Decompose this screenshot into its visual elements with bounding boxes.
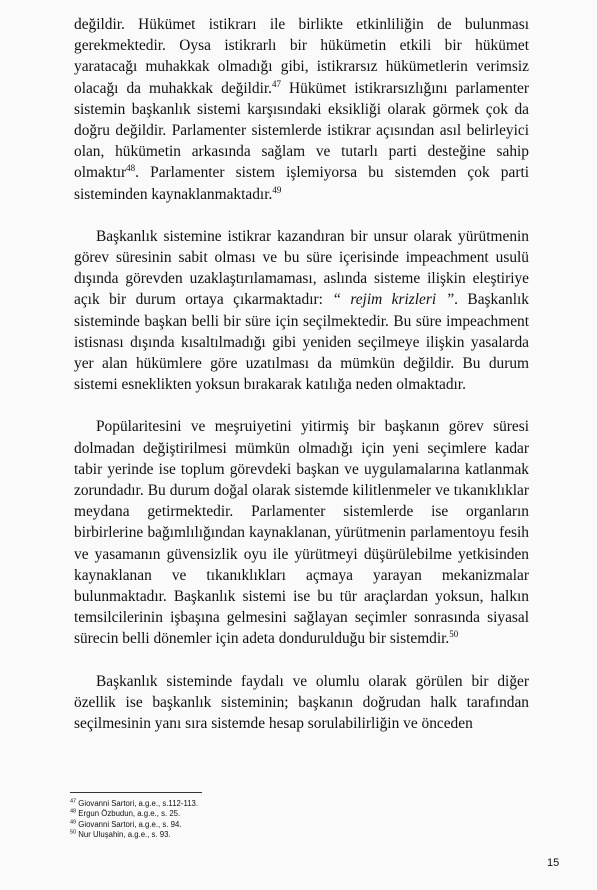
text-run: değildir. Hükümet istikrarı ile birlikte etkinliliğin de bulunması gerekmektedir. Oysa istikrarlı bir hükümetin etkili bir hükümet yaratacağı muhakkak olmadığı gibi, istikrarsız hükümetlerin verimsiz olacağı da muhakkak değildir.	[74, 16, 529, 97]
paragraph	[74, 416, 529, 649]
paragraph	[74, 14, 529, 205]
footnote-text: Nur Uluşahin, a.g.e., s. 93.	[78, 830, 171, 840]
footnote	[70, 799, 530, 809]
paragraph-text	[74, 226, 529, 396]
footnote-number: 49	[70, 819, 77, 826]
footnote-number: 48	[70, 808, 77, 815]
body-text	[74, 14, 529, 755]
paragraph-text	[74, 416, 529, 649]
footnote	[70, 830, 530, 840]
text-run: Popülaritesini ve meşruiyetini yitirmiş bir başkanın görev süresi dolmadan değiştirilmesi mümkün olmadığı için yeni seçimlere kadar tabir yerinde ise toplum görevdeki başkan ve uygulamalarına katlanmak zorundadır. Bu durum doğal olarak sistemde kilitlenmeler ve tıkanıklıklar meydana getirmektedir. Parlamenter sistemlerde ise organların birbirlerine bağımlılığından kaynaklanan, yürütmenin parlamentoyu fesih ve yasamanın güvensizlik oyu ile yürütmeyi düşürülebilme yetkisinden kaynaklanan ve tıkanıklıkları açmaya yarayan mekanizmalar bulunmaktadır. Başkanlık sistemi ise bu tür araçlardan yoksun, halkın temsilcilerinin işbaşına gelmesini sağlayan seçimler sonrasında siyasal sürecin belli dönemler için adeta dondurulduğu bir sistemdir.	[74, 418, 529, 648]
text-run: Başkanlık sistemine istikrar kazandıran bir unsur olarak yürütmenin görev süresinin sabit olması ve bu süre içerisinde impeachment usulü dışında görevden uzaklaştırılamaması, aslında sisteme ilişkin eleştiriye açık bir durum ortaya çıkarmaktadır:	[74, 227, 529, 309]
footnote-reference: 49	[272, 184, 282, 195]
footnote	[70, 820, 530, 830]
footnote-text: Giovanni Sartori, a.g.e., s.112-113.	[78, 799, 199, 808]
footnote-number: 50	[70, 829, 77, 836]
text-run: Hükümet istikrarsızlığını parlamenter sistemin başkanlık sistemi karşısındaki eksikliği olarak görmek çok da doğru değildir. Parlamenter sistemlerde istikrar açısından asıl belirleyici olan, hükümetin arkasında sağlam ve tutarlı parti desteğine sahip olmaktır	[74, 79, 530, 182]
footnote-text: Ergun Özbudun, a.g.e., s. 25.	[78, 809, 181, 819]
text-run: Başkanlık sisteminde faydalı ve olumlu olarak görülen bir diğer özellik ise başkanlık sisteminin; başkanın doğrudan halk tarafından seçilmesinin yanı sıra sistemde hesap sorulabilirliğin ve önceden	[74, 672, 529, 733]
footnote-reference: 50	[449, 629, 459, 640]
paragraph	[74, 226, 529, 396]
footnote-reference: 48	[126, 163, 136, 174]
paragraph	[74, 671, 529, 735]
paragraph-text	[74, 671, 529, 735]
italic-phrase: “ rejim krizleri ”	[332, 291, 455, 309]
footnote-reference: 47	[272, 78, 281, 89]
paragraph-text	[74, 14, 529, 205]
footnote-text: Giovanni Sartori, a.g.e., s. 94.	[78, 819, 182, 829]
footnote-number: 47	[70, 798, 77, 805]
footnote	[70, 809, 530, 819]
footnote-separator	[70, 792, 202, 793]
page-number: 15	[547, 857, 560, 869]
footnotes	[70, 792, 530, 841]
text-run: . Parlamenter sistem işlemiyorsa bu sistemden çok parti sisteminden kaynaklanmaktadır.	[74, 164, 529, 203]
text-run: . Başkanlık sisteminde başkan belli bir süre için seçilmektedir. Bu süre impeachment istisnası dışında kısaltılmadığı gibi yeniden seçilmeye ilişkin yasalarda yer alan hükümlere göre uzatılması da mümkün değildir. Bu durum sistemi esneklikten yoksun bırakarak katılığa neden olmaktadır.	[74, 291, 529, 394]
footnote-list	[70, 799, 530, 841]
